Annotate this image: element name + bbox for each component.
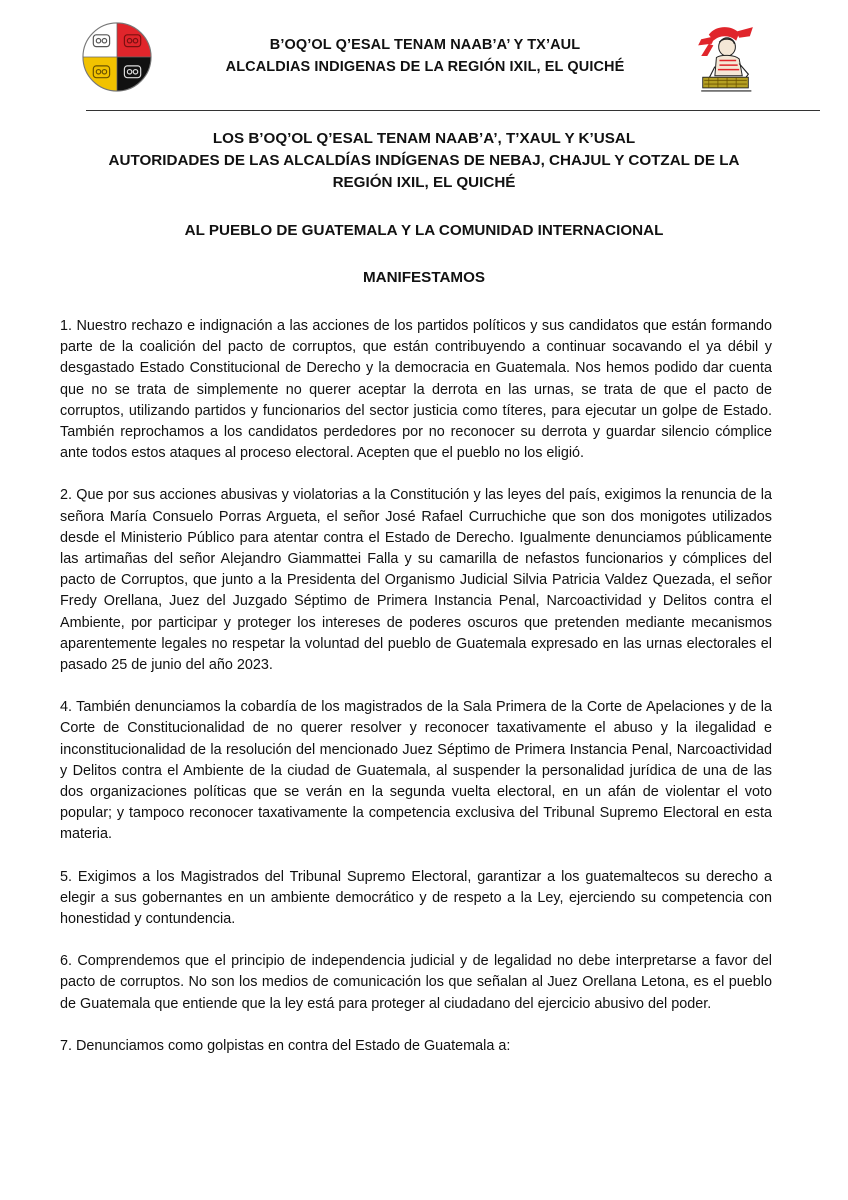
paragraph-4: 4. También denunciamos la cobardía de los magistrados de la Sala Primera de la Corte de Apelaciones y de la Corte de Constitucionalidad de no querer resolver y reconocer taxativamente el abuso y la ilegalidad e inconstitucionalidad de la resolución del mencionado Juez Séptimo de Primera Instancia Penal, Narcoactividad y Delitos contra el Ambiente de la ciudad de Guatemala, al suspender la personalidad jurídica de una de las dos organizaciones políticas que se verán en la segunda vuelta electoral, en un afán de violentar el voto popular; y tampoco reconocer taxativamente la competencia exclusiva del Tribunal Supremo Electoral en esta materia. xyxy=(60,699,772,843)
title-line-3: REGIÓN IXIL, EL QUICHÉ xyxy=(332,174,516,191)
paragraph-6: 6. Comprendemos que el principio de independencia judicial y de legalidad no debe interpretarse a favor del pacto de corruptos. No son los medios de comunicación los que señalan al Juez Orellana Letona, es el pueblo de Guatemala que entiende que la ley está para proteger al ciudadano del ejercicio abusivo del poder. xyxy=(60,953,772,1012)
title-line-1: LOS B’OQ’OL Q’ESAL TENAM NAAB’A’, T’XAUL Y K’USAL xyxy=(212,130,636,147)
letterhead-line-2: ALCALDIAS INDIGENAS DE LA REGIÓN IXIL, EL QUICHÉ xyxy=(225,59,625,75)
letterhead xyxy=(170,34,680,78)
document-title xyxy=(60,128,788,194)
circular-emblem-icon xyxy=(80,20,154,94)
document-body xyxy=(60,316,772,1078)
paragraph-2: 2. Que por sus acciones abusivas y violatorias a la Constitución y las leyes del país, exigimos la renuncia de la señora María Consuelo Porras Argueta, el señor José Rafael Curruchiche que son dos monigotes utilizados desde el Ministerio Público para atentar contra el Estado de Derecho. Igualmente denunciamos públicamente las artimañas del señor Alejandro Giammattei Falla y su camarilla de nefastos funcionarios y cómplices del pacto de Corruptos, que junto a la Presidenta del Organismo Judicial Silvia Patricia Valdez Quezada, el señor Fredy Orellana, Juez del Juzgado Séptimo de Primera Instancia Penal, Narcoactividad y Delitos contra el Ambiente, por participar y proteger los intereses de poderes oscuros que pretenden mediante mecanismos aparentemente legales no respetar la voluntad del pueblo de Guatemala expresado en las urnas electorales el pasado 25 de junio del año 2023. xyxy=(60,487,772,674)
ixil-figure-icon xyxy=(686,20,762,98)
paragraph-1: 1. Nuestro rechazo e indignación a las acciones de los partidos políticos y sus candidatos que están formando parte de la coalición del pacto de corruptos, que están contribuyendo a continuar socavando el ya débil y desgastado Estado Constitucional de Derecho y la democracia en Guatemala. Nos hemos podido dar cuenta que no se trata de simplemente no querer aceptar la derrota en las urnas, se trata de que el pacto de corruptos, utilizando partidos y funcionarios del sector justicia como títeres, para ejecutar un golpe de Estado. También reprochamos a los candidatos perdedores por no reconocer su derrota y guardar silencio cómplice ante todos estos ataques al proceso electoral. Acepten que el pueblo no los eligió. xyxy=(60,318,772,462)
paragraph-7: 7. Denunciamos como golpistas en contra del Estado de Guatemala a: xyxy=(60,1037,511,1054)
letterhead-line-1: B’OQ’OL Q’ESAL TENAM NAAB’A’ Y TX’AUL xyxy=(269,37,581,53)
manifest-heading: MANIFESTAMOS xyxy=(362,269,486,286)
paragraph-5: 5. Exigimos a los Magistrados del Tribunal Supremo Electoral, garantizar a los guatemaltecos su derecho a elegir a sus gobernantes en un ambiente democrático y de respeto a la Ley, ejerciendo su competencia con honestidad y contundencia. xyxy=(60,868,772,928)
addressee-heading: AL PUEBLO DE GUATEMALA Y LA COMUNIDAD INTERNACIONAL xyxy=(184,222,664,239)
header-divider xyxy=(86,110,820,111)
title-line-2: AUTORIDADES DE LAS ALCALDÍAS INDÍGENAS DE NEBAJ, CHAJUL Y COTZAL DE LA xyxy=(108,152,740,169)
